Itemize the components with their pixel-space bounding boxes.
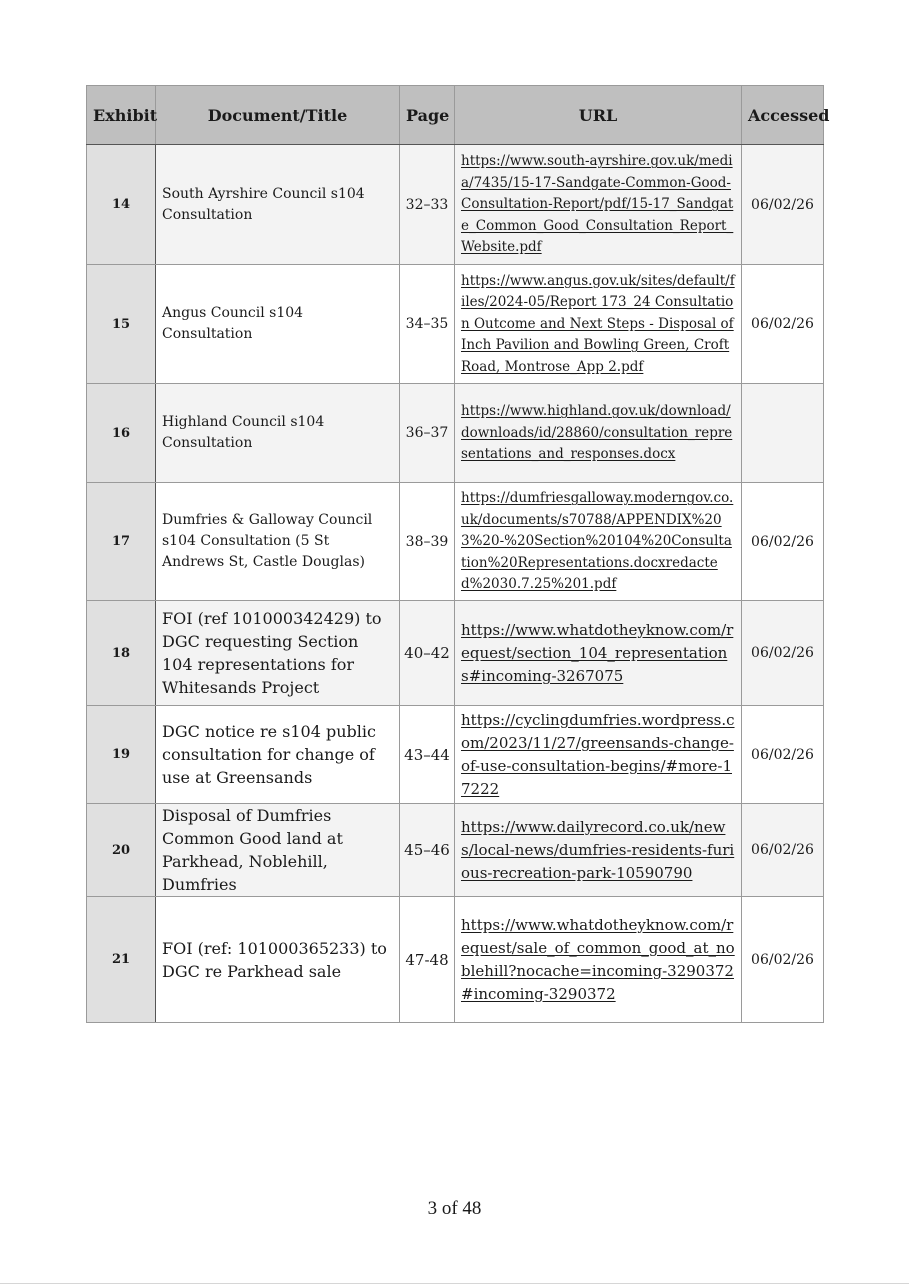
url-link[interactable]: https://www.south-ayrshire.gov.uk/media/7435/15-17-Sandgate-Common-Good-Consultation-Report/pdf/15-17_Sandgate_Common_Good_Consultation_Report_Website.pdf <box>461 153 734 256</box>
page-range: 34–35 <box>400 265 455 384</box>
document-title: Dumfries & Galloway Council s104 Consultation (5 St Andrews St, Castle Douglas) <box>156 483 400 601</box>
page-range: 40–42 <box>400 601 455 706</box>
accessed-date: 06/02/26 <box>742 897 824 1023</box>
exhibit-number: 17 <box>87 483 156 601</box>
exhibit-number: 15 <box>87 265 156 384</box>
url-link[interactable]: https://www.dailyrecord.co.uk/news/local-news/dumfries-residents-furious-recreation-park-10590790 <box>461 818 735 882</box>
url-link[interactable]: https://dumfriesgalloway.moderngov.co.uk/documents/s70788/APPENDIX%203%20-%20Section%20104%20Consultation%20Representations.docxredacted%2030.7.25%201.pdf <box>461 490 734 593</box>
url-link[interactable]: https://cyclingdumfries.wordpress.com/2023/11/27/greensands-change-of-use-consultation-begins/#more-17222 <box>461 711 735 798</box>
page-range: 47-48 <box>400 897 455 1023</box>
exhibit-number: 21 <box>87 897 156 1023</box>
exhibit-number: 14 <box>87 145 156 265</box>
table-row <box>87 897 824 1023</box>
document-title: Angus Council s104 Consultation <box>156 265 400 384</box>
header-row <box>87 86 824 145</box>
page-number: 3 of 48 <box>427 1198 482 1219</box>
page-bottom-rule <box>0 1283 909 1284</box>
document-title: South Ayrshire Council s104 Consultation <box>156 145 400 265</box>
table-row <box>87 384 824 483</box>
table-row <box>87 601 824 706</box>
accessed-date: 06/02/26 <box>742 804 824 897</box>
accessed-date: 06/02/26 <box>742 145 824 265</box>
page-range: 36–37 <box>400 384 455 483</box>
page-range: 32–33 <box>400 145 455 265</box>
page-range: 43–44 <box>400 706 455 804</box>
table-row <box>87 145 824 265</box>
table-row <box>87 706 824 804</box>
accessed-date: 06/02/26 <box>742 706 824 804</box>
document-title: Highland Council s104 Consultation <box>156 384 400 483</box>
url-link[interactable]: https://www.whatdotheyknow.com/request/section_104_representations#incoming-3267075 <box>461 621 734 685</box>
page-range: 38–39 <box>400 483 455 601</box>
header-url: URL <box>455 86 742 145</box>
table-row <box>87 804 824 897</box>
header-accessed: Accessed <box>742 86 824 145</box>
page-range: 45–46 <box>400 804 455 897</box>
document-title: Disposal of Dumfries Common Good land at Parkhead, Noblehill, Dumfries <box>156 804 400 897</box>
document-title: FOI (ref 101000342429) to DGC requesting Section 104 representations for Whitesands Project <box>156 601 400 706</box>
exhibit-number: 20 <box>87 804 156 897</box>
header-title: Document/Title <box>156 86 400 145</box>
exhibit-number: 18 <box>87 601 156 706</box>
exhibit-number: 19 <box>87 706 156 804</box>
accessed-date: 06/02/26 <box>742 601 824 706</box>
accessed-date: 06/02/26 <box>742 483 824 601</box>
url-link[interactable]: https://www.angus.gov.uk/sites/default/files/2024-05/Report 173_24 Consultation Outcome and Next Steps - Disposal of Inch Pavilion and Bowling Green, Croft Road, Montrose_App 2.pdf <box>461 272 735 375</box>
exhibit-number: 16 <box>87 384 156 483</box>
url-link[interactable]: https://www.whatdotheyknow.com/request/sale_of_common_good_at_noblehill?nocache=incoming-3290372#incoming-3290372 <box>461 916 735 1003</box>
document-title: DGC notice re s104 public consultation for change of use at Greensands <box>156 706 400 804</box>
document-title: FOI (ref: 101000365233) to DGC re Parkhead sale <box>156 897 400 1023</box>
header-exhibit: Exhibit <box>87 86 156 145</box>
table-row <box>87 483 824 601</box>
accessed-date <box>742 384 824 483</box>
accessed-date: 06/02/26 <box>742 265 824 384</box>
url-link[interactable]: https://www.highland.gov.uk/download/downloads/id/28860/consultation_representations_and_responses.docx <box>461 403 733 463</box>
exhibits-table <box>86 85 830 1023</box>
header-page: Page <box>400 86 455 145</box>
table-row <box>87 265 824 384</box>
